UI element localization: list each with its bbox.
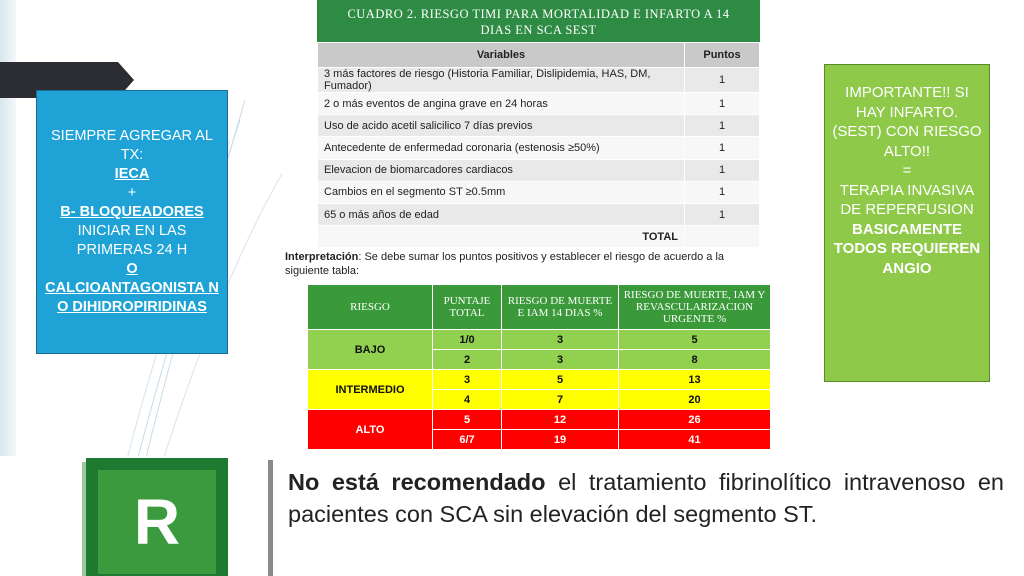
risk-label-low: BAJO — [308, 330, 433, 370]
note-line-equals: = — [902, 162, 912, 179]
score-cell: 4 — [433, 390, 502, 410]
table-row — [308, 330, 771, 350]
table-row — [318, 115, 760, 137]
death-iam-cell: 19 — [502, 430, 619, 450]
death-iam-revasc-cell: 20 — [619, 390, 771, 410]
risk-label-intermediate: INTERMEDIO — [308, 370, 433, 410]
points-cell: 1 — [685, 159, 760, 181]
variable-cell: 65 o más años de edad — [318, 203, 685, 225]
header-points: Puntos — [685, 43, 760, 68]
recommendation-badge-inner — [98, 470, 216, 574]
note-line-start: INICIAR EN LAS PRIMERAS 24 H — [76, 223, 188, 258]
table-row — [318, 137, 760, 159]
note-line-or: O — [126, 261, 138, 277]
points-cell: 1 — [685, 115, 760, 137]
recommendation-bold: No está recomendado — [288, 469, 546, 495]
timi-title-line2: DIAS EN SCA SEST — [480, 23, 597, 37]
note-line-ieca: IECA — [114, 166, 150, 182]
variable-cell: Elevacion de biomarcadores cardiacos — [318, 159, 685, 181]
points-cell: 1 — [685, 203, 760, 225]
table-row — [308, 370, 771, 390]
score-cell: 1/0 — [433, 330, 502, 350]
note-line-plus: + — [127, 185, 137, 201]
table-row — [318, 93, 760, 115]
variable-cell: 2 o más eventos de angina grave en 24 horas — [318, 93, 685, 115]
note-line-all-angio: BASICAMENTE TODOS REQUIEREN ANGIO — [833, 220, 981, 277]
points-cell: 1 — [685, 93, 760, 115]
risk-label-high: ALTO — [308, 410, 433, 450]
note-line-calcium: CALCIOANTAGONISTA NO DIHIDROPIRIDINAS — [45, 280, 219, 315]
variable-cell: Uso de acido acetil salicilico 7 días previos — [318, 115, 685, 137]
header-variables: Variables — [318, 43, 685, 68]
recommendation-text — [288, 466, 1004, 530]
death-iam-cell: 7 — [502, 390, 619, 410]
total-label: TOTAL — [318, 226, 685, 248]
header-death-iam-revasc: RIESGO DE MUERTE, IAM Y REVASCULARIZACION URGENTE % — [619, 285, 771, 330]
variable-cell: 3 más factores de riesgo (Historia Familiar, Dislipidemia, HAS, DM, Fumador) — [318, 68, 685, 93]
score-cell: 6/7 — [433, 430, 502, 450]
death-iam-revasc-cell: 41 — [619, 430, 771, 450]
table-row — [318, 68, 760, 93]
score-cell: 5 — [433, 410, 502, 430]
interpretation-body: : Se debe sumar los puntos positivos y establecer el riesgo de acuerdo a la siguiente tabla: — [285, 251, 725, 277]
death-iam-revasc-cell: 8 — [619, 350, 771, 370]
score-cell: 3 — [433, 370, 502, 390]
recommendation-letter: R — [133, 486, 181, 558]
score-cell: 2 — [433, 350, 502, 370]
timi-table — [317, 42, 760, 248]
death-iam-revasc-cell: 13 — [619, 370, 771, 390]
note-line-bblock: B- BLOQUEADORES — [60, 204, 204, 220]
timi-title-line1: CUADRO 2. RIESGO TIMI PARA MORTALIDAD E INFARTO A 14 — [347, 7, 730, 21]
death-iam-cell: 3 — [502, 330, 619, 350]
total-value — [685, 226, 760, 248]
right-note-box — [824, 64, 990, 382]
variable-cell: Cambios en el segmento ST ≥0.5mm — [318, 181, 685, 203]
points-cell: 1 — [685, 181, 760, 203]
timi-table-title — [317, 0, 760, 42]
left-note-box — [36, 90, 228, 354]
note-line: SIEMPRE AGREGAR AL TX: — [51, 128, 213, 163]
table-row — [318, 159, 760, 181]
table-row — [318, 203, 760, 225]
total-row — [318, 226, 760, 248]
death-iam-cell: 12 — [502, 410, 619, 430]
note-line-therapy: TERAPIA INVASIVA DE REPERFUSION — [839, 181, 975, 218]
note-line-important: IMPORTANTE!! SI HAY INFARTO. (SEST) CON RIESGO ALTO!! — [832, 84, 982, 160]
divider — [268, 460, 273, 576]
risk-table — [307, 284, 771, 450]
recommendation-body: el tratamiento fibrinolítico intravenoso en pacientes con SCA sin elevación del segmento ST. — [288, 469, 1005, 527]
death-iam-cell: 5 — [502, 370, 619, 390]
death-iam-revasc-cell: 26 — [619, 410, 771, 430]
timi-header-row — [318, 43, 760, 68]
recommendation-badge — [86, 458, 228, 576]
header-score: PUNTAJE TOTAL — [433, 285, 502, 330]
interpretation-text — [285, 250, 765, 278]
death-iam-cell: 3 — [502, 350, 619, 370]
points-cell: 1 — [685, 68, 760, 93]
table-row — [308, 410, 771, 430]
points-cell: 1 — [685, 137, 760, 159]
interpretation-label: Interpretación — [285, 251, 359, 263]
header-death-iam: RIESGO DE MUERTE E IAM 14 DIAS % — [502, 285, 619, 330]
death-iam-revasc-cell: 5 — [619, 330, 771, 350]
table-row — [318, 181, 760, 203]
header-risk: RIESGO — [308, 285, 433, 330]
variable-cell: Antecedente de enfermedad coronaria (estenosis ≥50%) — [318, 137, 685, 159]
risk-header-row — [308, 285, 771, 330]
